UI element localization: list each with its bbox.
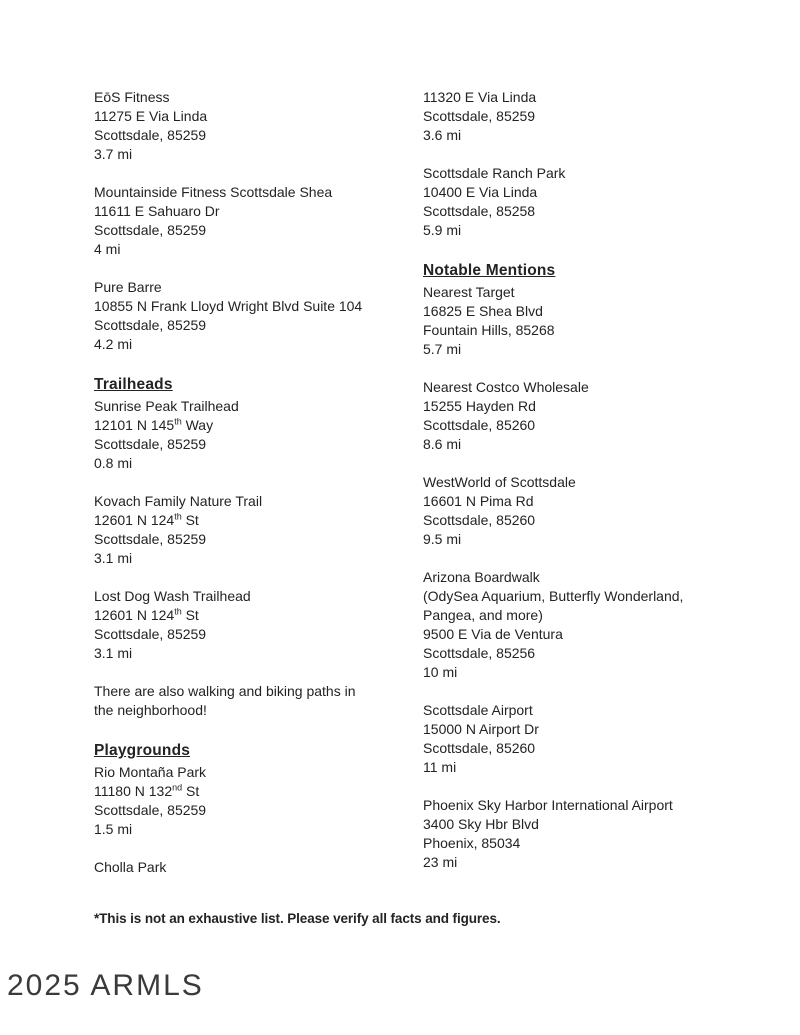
address-line	[94, 416, 416, 435]
ordinal-suffix: th	[174, 511, 182, 522]
address-line: Scottsdale, 85259	[423, 108, 536, 124]
place-name: Scottsdale Ranch Park	[423, 165, 566, 181]
place-name: Nearest Costco Wholesale	[423, 379, 589, 395]
address-line: 15255 Hayden Rd	[423, 398, 536, 414]
place-name: Lost Dog Wash Trailhead	[94, 588, 251, 604]
list-item-scottsdale-airport	[423, 701, 773, 777]
list-item-lost-dog-wash	[94, 587, 416, 663]
address-line: Scottsdale, 85259	[94, 626, 207, 642]
address-line: Scottsdale, 85259	[94, 531, 207, 547]
distance: 0.8 mi	[94, 455, 133, 471]
list-item-arizona-boardwalk	[423, 568, 773, 682]
left-column	[94, 88, 416, 896]
address-line: Phoenix, 85034	[423, 835, 521, 851]
place-name: Mountainside Fitness Scottsdale Shea	[94, 184, 333, 200]
place-name: Sunrise Peak Trailhead	[94, 398, 239, 414]
distance: 3.6 mi	[423, 127, 462, 143]
distance: 5.9 mi	[423, 222, 462, 238]
address-line: Scottsdale, 85260	[423, 417, 536, 433]
address-line: Scottsdale, 85258	[423, 203, 536, 219]
distance: 3.1 mi	[94, 645, 133, 661]
note-text: the neighborhood!	[94, 702, 207, 718]
address-line: Scottsdale, 85260	[423, 512, 536, 528]
address-text: 12601 N 124	[94, 607, 175, 623]
address-line: Scottsdale, 85259	[94, 127, 207, 143]
address-line: 10400 E Via Linda	[423, 184, 538, 200]
address-text: St	[182, 783, 200, 799]
distance: 3.1 mi	[94, 550, 133, 566]
address-text: 12601 N 124	[94, 512, 175, 528]
address-text: Way	[181, 417, 214, 433]
ordinal-suffix: th	[174, 416, 182, 427]
address-line: 16601 N Pima Rd	[423, 493, 534, 509]
address-line: 16825 E Shea Blvd	[423, 303, 543, 319]
distance: 3.7 mi	[94, 146, 133, 162]
list-item-nearest-costco	[423, 378, 773, 454]
note-walking-paths	[94, 682, 416, 720]
disclaimer-footnote: *This is not an exhaustive list. Please verify all facts and figures.	[94, 911, 501, 926]
place-name: Kovach Family Nature Trail	[94, 493, 263, 509]
address-line: 11320 E Via Linda	[423, 89, 537, 105]
place-name: Scottsdale Airport	[423, 702, 533, 718]
ordinal-suffix: th	[174, 606, 182, 617]
address-line: Scottsdale, 85259	[94, 222, 207, 238]
address-line: 11611 E Sahuaro Dr	[94, 203, 220, 219]
section-heading-trailheads: Trailheads	[94, 376, 173, 393]
list-item-nearest-target	[423, 259, 773, 359]
address-line: 3400 Sky Hbr Blvd	[423, 816, 539, 832]
place-name: Cholla Park	[94, 859, 167, 875]
place-name: EōS Fitness	[94, 89, 170, 105]
section-heading-notable-mentions: Notable Mentions	[423, 262, 556, 279]
address-line	[94, 606, 416, 625]
distance: 23 mi	[423, 854, 458, 870]
list-item-westworld	[423, 473, 773, 549]
distance: 8.6 mi	[423, 436, 462, 452]
ordinal-suffix: nd	[172, 782, 183, 793]
place-name: WestWorld of Scottsdale	[423, 474, 576, 490]
address-line: 15000 N Airport Dr	[423, 721, 539, 737]
list-item-scottsdale-ranch-park	[423, 164, 773, 240]
list-item-kovach-trail	[94, 492, 416, 568]
armls-watermark: 2025 ARMLS	[7, 969, 204, 1002]
address-line	[94, 511, 416, 530]
list-item-cholla-park-address	[423, 88, 773, 145]
address-line: Scottsdale, 85259	[94, 802, 207, 818]
distance: 5.7 mi	[423, 341, 462, 357]
address-line: Scottsdale, 85256	[423, 645, 536, 661]
address-line: 10855 N Frank Lloyd Wright Blvd Suite 104	[94, 298, 363, 314]
list-item-sunrise-peak	[94, 373, 416, 473]
list-item-eos-fitness	[94, 88, 416, 164]
address-text: 12101 N 145	[94, 417, 175, 433]
note-text: There are also walking and biking paths in	[94, 683, 356, 699]
list-item-cholla-park	[94, 858, 416, 877]
distance: 10 mi	[423, 664, 458, 680]
distance: 1.5 mi	[94, 821, 133, 837]
place-name: Rio Montaña Park	[94, 764, 207, 780]
distance: 4.2 mi	[94, 336, 133, 352]
place-name: Nearest Target	[423, 284, 515, 300]
right-column	[423, 88, 773, 891]
address-line: 9500 E Via de Ventura	[423, 626, 563, 642]
list-item-mountainside-fitness	[94, 183, 416, 259]
address-line	[94, 782, 416, 801]
address-text: St	[181, 512, 199, 528]
description-line: (OdySea Aquarium, Butterfly Wonderland,	[423, 588, 684, 604]
section-heading-playgrounds: Playgrounds	[94, 742, 191, 759]
place-name: Pure Barre	[94, 279, 162, 295]
list-item-rio-montana	[94, 739, 416, 839]
place-name: Phoenix Sky Harbor International Airport	[423, 797, 673, 813]
address-line: Scottsdale, 85259	[94, 436, 207, 452]
list-item-pure-barre	[94, 278, 416, 354]
distance: 9.5 mi	[423, 531, 462, 547]
list-item-sky-harbor-airport	[423, 796, 773, 872]
distance: 11 mi	[423, 759, 457, 775]
address-line: Fountain Hills, 85268	[423, 322, 555, 338]
distance: 4 mi	[94, 241, 121, 257]
address-text: 11180 N 132	[94, 783, 173, 799]
address-line: Scottsdale, 85259	[94, 317, 207, 333]
place-name: Arizona Boardwalk	[423, 569, 540, 585]
address-text: St	[181, 607, 199, 623]
address-line: Scottsdale, 85260	[423, 740, 536, 756]
address-line: 11275 E Via Linda	[94, 108, 208, 124]
description-line: Pangea, and more)	[423, 607, 543, 623]
